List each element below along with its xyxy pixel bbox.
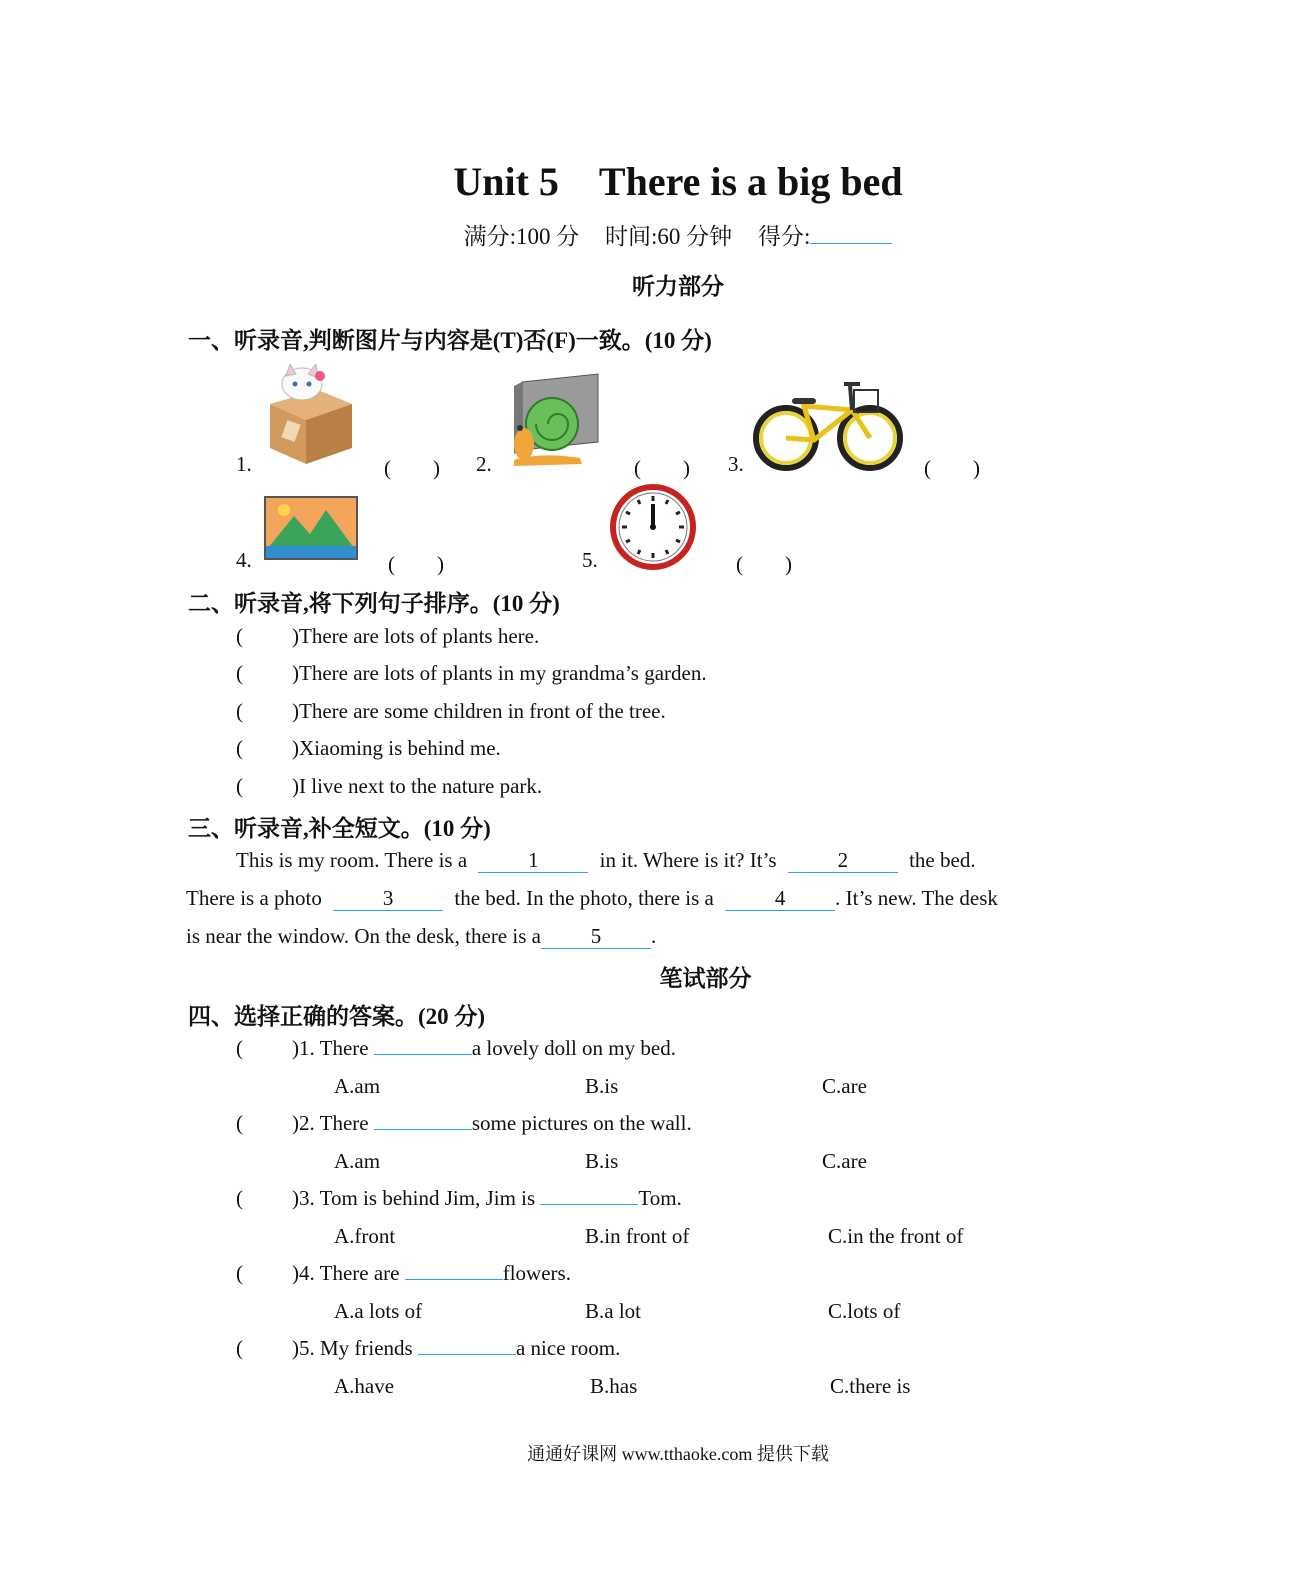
option-c[interactable]: C.in the front of xyxy=(828,1224,964,1248)
question-text: )2. There xyxy=(292,1111,369,1135)
item-2-answer-paren[interactable]: ( ) xyxy=(634,456,690,480)
question-blank[interactable] xyxy=(374,1129,472,1130)
option-c[interactable]: C.there is xyxy=(830,1374,911,1398)
order-paren[interactable]: ( xyxy=(236,661,243,685)
option-a[interactable]: A.am xyxy=(334,1149,381,1173)
part2-heading: 二、听录音,将下列句子排序。(10 分) xyxy=(188,591,560,616)
question-blank[interactable] xyxy=(540,1204,638,1205)
question-1 xyxy=(236,1036,676,1061)
item-2-number: 2. xyxy=(476,452,492,476)
option-b[interactable]: B.a lot xyxy=(585,1299,641,1323)
question-blank[interactable] xyxy=(374,1054,472,1055)
option-b[interactable]: B.is xyxy=(585,1074,619,1098)
sentence-text: )Xiaoming is behind me. xyxy=(292,736,501,760)
option-a[interactable]: A.have xyxy=(334,1374,395,1398)
sentence-text: )I live next to the nature park. xyxy=(292,774,543,798)
passage-blank-3[interactable]: 3 xyxy=(333,886,443,911)
list-item xyxy=(236,661,707,686)
passage-text: is near the window. On the desk, there is a xyxy=(186,924,541,948)
title-text: There is a big bed xyxy=(598,159,903,204)
list-item xyxy=(236,699,666,724)
option-a[interactable]: A.a lots of xyxy=(334,1299,423,1323)
passage-text: There is a photo xyxy=(186,886,322,910)
passage-line-1 xyxy=(236,848,976,873)
answer-paren[interactable]: ( xyxy=(236,1186,243,1210)
question-text: )4. There are xyxy=(292,1261,400,1285)
passage-text: This is my room. There is a xyxy=(236,848,468,872)
question-4 xyxy=(236,1261,571,1286)
passage-text: the bed. xyxy=(909,848,976,872)
passage-blank-1[interactable]: 1 xyxy=(478,848,588,873)
unit-label: Unit 5 xyxy=(453,159,559,204)
option-c[interactable]: C.lots of xyxy=(828,1299,901,1323)
question-text: a lovely doll on my bed. xyxy=(471,1036,676,1060)
question-5 xyxy=(236,1336,620,1361)
snail-icon xyxy=(510,372,602,468)
score-blank[interactable] xyxy=(810,243,892,244)
option-b[interactable]: B.in front of xyxy=(585,1224,690,1248)
sentence-text: )There are some children in front of the tree. xyxy=(292,699,666,723)
passage-line-3 xyxy=(186,924,656,949)
listening-section-title: 听力部分 xyxy=(632,274,724,299)
passage-blank-4[interactable]: 4 xyxy=(725,886,835,911)
item-4-number: 4. xyxy=(236,548,252,572)
order-paren[interactable]: ( xyxy=(236,736,243,760)
answer-paren[interactable]: ( xyxy=(236,1036,243,1060)
clock-icon xyxy=(610,484,696,570)
option-b[interactable]: B.has xyxy=(590,1374,638,1398)
passage-blank-5[interactable]: 5 xyxy=(541,924,651,949)
order-paren[interactable]: ( xyxy=(236,774,243,798)
item-3-answer-paren[interactable]: ( ) xyxy=(924,456,980,480)
full-score: 满分:100 分 xyxy=(463,224,580,249)
option-c[interactable]: C.are xyxy=(822,1074,867,1098)
question-text: )5. My friends xyxy=(292,1336,413,1360)
sentence-text: )There are lots of plants here. xyxy=(292,624,540,648)
item-4-answer-paren[interactable]: ( ) xyxy=(388,552,444,576)
passage-text: the bed. In the photo, there is a xyxy=(454,886,714,910)
answer-paren[interactable]: ( xyxy=(236,1261,243,1285)
cat-box-icon xyxy=(262,364,358,468)
passage-blank-2[interactable]: 2 xyxy=(788,848,898,873)
part1-heading: 一、听录音,判断图片与内容是(T)否(F)一致。(10 分) xyxy=(188,328,712,353)
question-text: )3. Tom is behind Jim, Jim is xyxy=(292,1186,536,1210)
list-item xyxy=(236,736,501,761)
sentence-text: )There are lots of plants in my grandma’s garden. xyxy=(292,661,707,685)
question-text: a nice room. xyxy=(515,1336,621,1360)
passage-text: . It’s new. The desk xyxy=(835,886,998,910)
question-blank[interactable] xyxy=(418,1354,516,1355)
item-3-number: 3. xyxy=(728,452,744,476)
item-5-answer-paren[interactable]: ( ) xyxy=(736,552,792,576)
landscape-picture-icon xyxy=(264,496,358,564)
option-a[interactable]: A.am xyxy=(334,1074,381,1098)
option-a[interactable]: A.front xyxy=(334,1224,396,1248)
order-paren[interactable]: ( xyxy=(236,624,243,648)
item-1-number: 1. xyxy=(236,452,252,476)
passage-line-2 xyxy=(186,886,998,911)
option-c[interactable]: C.are xyxy=(822,1149,867,1173)
passage-text: in it. Where is it? It’s xyxy=(599,848,777,872)
footer-source: 通通好课网 www.tthaoke.com 提供下载 xyxy=(527,1444,829,1464)
question-text: some pictures on the wall. xyxy=(471,1111,692,1135)
question-2 xyxy=(236,1111,692,1136)
passage-text: . xyxy=(650,924,657,948)
item-1-answer-paren[interactable]: ( ) xyxy=(384,456,440,480)
list-item xyxy=(236,624,539,649)
part3-heading: 三、听录音,补全短文。(10 分) xyxy=(188,816,491,841)
answer-paren[interactable]: ( xyxy=(236,1111,243,1135)
question-text: Tom. xyxy=(638,1186,682,1210)
bicycle-icon xyxy=(752,376,904,476)
writing-section-title: 笔试部分 xyxy=(659,966,752,991)
part4-heading: 四、选择正确的答案。(20 分) xyxy=(188,1004,486,1029)
question-text: flowers. xyxy=(502,1261,571,1285)
order-paren[interactable]: ( xyxy=(236,699,243,723)
exam-meta xyxy=(0,218,1291,251)
score-label: 得分: xyxy=(757,224,811,249)
question-text: )1. There xyxy=(292,1036,369,1060)
list-item xyxy=(236,774,542,799)
answer-paren[interactable]: ( xyxy=(236,1336,243,1360)
item-5-number: 5. xyxy=(582,548,598,572)
question-blank[interactable] xyxy=(405,1279,503,1280)
question-3 xyxy=(236,1186,682,1211)
page-title xyxy=(0,158,1291,205)
time-limit: 时间:60 分钟 xyxy=(605,224,733,249)
option-b[interactable]: B.is xyxy=(585,1149,619,1173)
